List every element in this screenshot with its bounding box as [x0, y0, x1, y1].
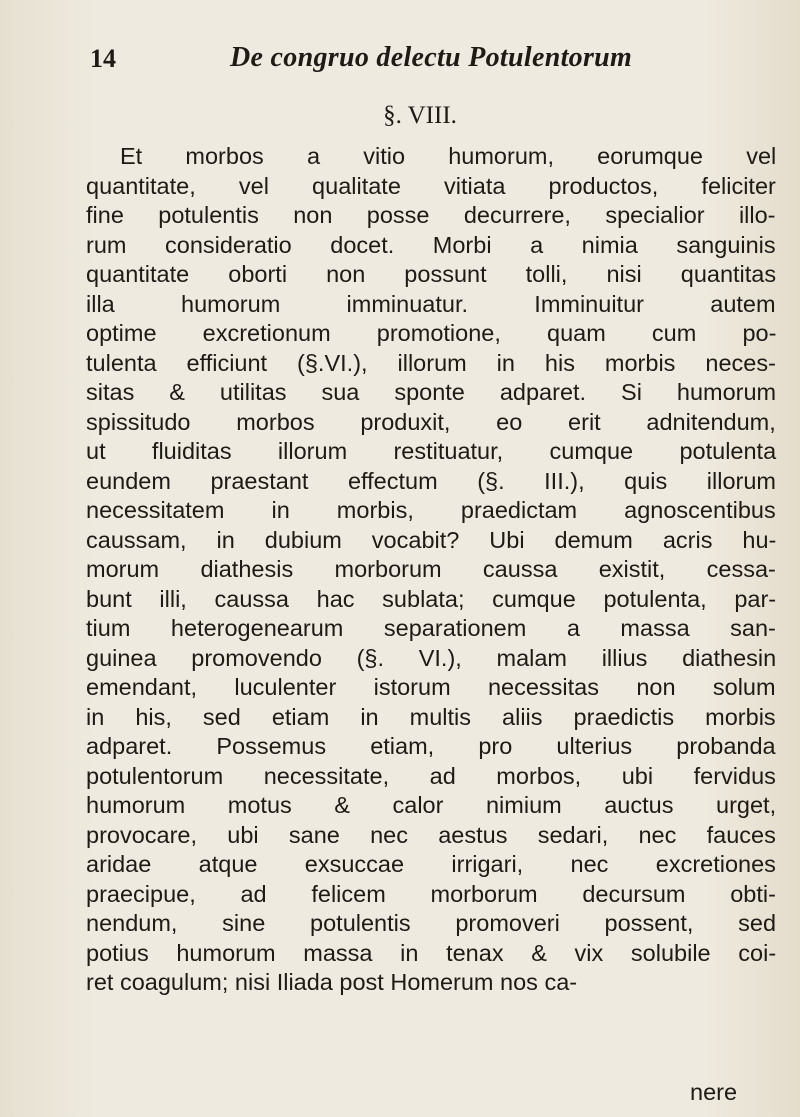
text-line: tulenta efficiunt (§.VI.), illorum in his morbis neces-	[86, 349, 776, 376]
text-line: potius humorum massa in tenax & vix solubile coi-	[86, 939, 777, 966]
text-line: in his, sed etiam in multis aliis praedictis morbis	[86, 703, 776, 730]
text-line: optime excretionum promotione, quam cum po-	[86, 320, 777, 346]
text-line: eundem praestant effectum (§. III.), quis illorum	[86, 467, 776, 494]
text-line: praecipue, ad felicem morborum decursum obti-	[86, 880, 776, 907]
running-head	[90, 40, 750, 76]
text-line: illa humorum imminuatur. Imminuitur autem	[86, 290, 776, 317]
text-line: caussam, in dubium vocabit? Ubi demum acris hu-	[86, 526, 777, 553]
text-line: quantitate, vel qualitate vitiata productos, feliciter	[86, 172, 776, 199]
text-line: provocare, ubi sane nec aestus sedari, nec fauces	[86, 821, 776, 848]
text-line: spissitudo morbos produxit, eo erit adnitendum,	[86, 408, 776, 435]
text-line: nendum, sine potulentis promoveri possent, sed	[86, 910, 777, 936]
text-line: guinea promovendo (§. VI.), malam illius diathesin	[86, 644, 777, 671]
text-line: aridae atque exsuccae irrigari, nec excretiones	[86, 851, 776, 877]
text-line: tium heterogenearum separationem a massa san-	[86, 615, 776, 641]
text-line: rum consideratio docet. Morbi a nimia sanguinis	[86, 231, 776, 258]
catchword: nere	[690, 1079, 738, 1105]
running-head-title: De congruo delectu Potulentorum	[230, 42, 633, 73]
text-line: bunt illi, caussa hac sublata; cumque potulenta, par-	[86, 585, 777, 612]
text-line: morum diathesis morborum caussa existit, cessa-	[86, 556, 776, 582]
text-line: ret coagulum; nisi Iliada post Homerum nos ca-	[86, 969, 578, 995]
paragraph	[86, 142, 776, 998]
text-line: adparet. Possemus etiam, pro ulterius probanda	[86, 733, 776, 759]
text-line: quantitate oborti non possunt tolli, nisi quantitas	[86, 261, 777, 287]
text-line: necessitatem in morbis, praedictam agnoscentibus	[86, 497, 776, 523]
text-line: sitas & utilitas sua sponte adparet. Si humorum	[86, 379, 777, 405]
text-line: ut fluiditas illorum restituatur, cumque potulenta	[86, 438, 777, 464]
text-line: potulentorum necessitate, ad morbos, ubi fervidus	[86, 762, 776, 789]
text-line: fine potulentis non posse decurrere, specialior illo-	[86, 202, 776, 228]
text-line: humorum motus & calor nimium auctus urget,	[86, 792, 777, 818]
text-line: emendant, luculenter istorum necessitas non solum	[86, 674, 776, 700]
page-number: 14	[90, 44, 116, 73]
text-line: Et morbos a vitio humorum, eorumque vel	[120, 143, 777, 169]
section-heading: §. VIII.	[383, 102, 457, 129]
